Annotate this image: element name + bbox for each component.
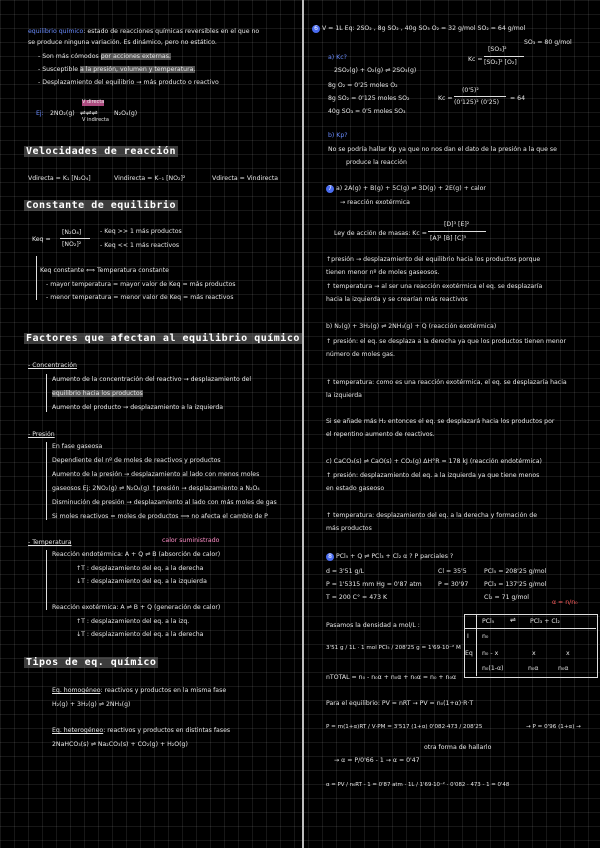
problem-6-header bbox=[312, 25, 525, 33]
p8-ntotal: nTOTAL = n₀ - n₀α + n₀α + n₀α = n₀ + n₀α bbox=[326, 674, 457, 681]
ice-row-alpha-a: n₀(1-α) bbox=[482, 665, 504, 672]
keq-case-1: - Keq >> 1 más productos bbox=[100, 228, 182, 235]
p8-pcl5-mass: PCl₅ = 208'25 g/mol bbox=[484, 568, 547, 575]
velocity-direct: Vdirecta = K₁ [N₂O₄] bbox=[28, 175, 91, 182]
p8-pressure: P = 1'5315 mm Hg = 0'87 atm bbox=[326, 581, 422, 588]
ice-row-alpha-c: n₀α bbox=[558, 665, 569, 672]
p6-kc2-num: (0'5)² bbox=[462, 87, 479, 94]
section-title-velocidades: Velocidades de reacción bbox=[26, 146, 176, 157]
ice-header-reactant: PCl₅ bbox=[482, 618, 495, 625]
intro-bullet-2 bbox=[38, 66, 195, 73]
ice-header-arrow: ⇌ bbox=[510, 616, 516, 624]
p8-alpha-result-1: → α = P/0'66 - 1 → α = 0'47 bbox=[334, 757, 420, 764]
section-title-factores: Factores que afectan al equilibrio químico bbox=[26, 333, 300, 344]
conc-line-3: Aumento del producto → desplazamiento a la izquierda bbox=[52, 404, 224, 411]
p7-a-line-4: hacia la izquierda y se crearían más reactivos bbox=[326, 296, 468, 303]
problem-6-given-2: SO₃ = 80 g/mol bbox=[524, 39, 572, 46]
p6-kc2-bar bbox=[454, 96, 506, 97]
velocity-indirect: Vindirecta = K₋₁ [NO₂]² bbox=[114, 175, 186, 182]
factor-presion: - Presión bbox=[28, 431, 55, 438]
conc-bracket bbox=[46, 374, 47, 412]
pres-line-5: Disminución de presión → desplazamiento al lado con más moles de gas bbox=[52, 499, 277, 506]
pres-line-4: gaseosos Ej: 2NO₂(g) ⇌ N₂O₄(g) ↑presión → desplazamiento a N₂O₄ bbox=[52, 485, 260, 492]
p7-a-reaction: a) 2A(g) + B(g) + 5C(g) ⇌ 3D(g) + 2E(g) + calor bbox=[335, 185, 486, 192]
keq-temperature: Keq constante ⟺ Temperatura constante bbox=[40, 267, 169, 274]
p8-p-mass: P = 30'97 bbox=[438, 581, 469, 588]
p7-b-line-4: la izquierda bbox=[326, 392, 362, 399]
p6-kc-num: [SO₃]² bbox=[488, 46, 507, 53]
intro-bullet-1 bbox=[38, 53, 171, 60]
p8-pressure-result: → P = 0'96 (1+α) → bbox=[526, 724, 581, 730]
p6-kc-label: Kc = bbox=[468, 56, 483, 63]
velocity-equal: Vdirecta = Vindirecta bbox=[212, 175, 279, 182]
keq-numerator: [N₂O₄] bbox=[62, 229, 82, 236]
p8-equilibrium-equation: Para el equilibrio: PV = nRT → PV = n₀(1+α)·R·T bbox=[326, 700, 474, 707]
heterogeneo-desc: : reactivos y productos en distintas fases bbox=[103, 727, 231, 734]
temp-bracket bbox=[46, 550, 47, 610]
ice-row-eq-a: n₀ - x bbox=[482, 650, 499, 657]
p8-density: d = 3'51 g/L bbox=[326, 568, 364, 575]
p6-kc2-denominator: (0'125)² (0'25) bbox=[454, 99, 500, 106]
endothermic-2: ↓T : desplazamiento del eq. a la izquierda bbox=[76, 578, 207, 585]
p7-lma-label: Ley de acción de masas: Kc = bbox=[334, 230, 427, 237]
p6-b-line-2: produce la reacción bbox=[346, 159, 407, 166]
p7-lma-den: [A]² [B] [C]⁵ bbox=[430, 235, 467, 242]
heterogeneo-example: 2NaHCO₃(s) ⇌ Na₂CO₃(s) + CO₂(g) + H₂O(g) bbox=[52, 741, 188, 748]
calor-label: calor suministrado bbox=[162, 537, 220, 544]
ice-row-initial-value: n₀ bbox=[482, 633, 489, 640]
p7-c-line-2: en estado gaseoso bbox=[326, 485, 385, 492]
p8-pressure-equation: P = m(1+α)RT / V·PM = 3'517 (1+α) 0'082·473 / 208'25 bbox=[326, 724, 483, 730]
ice-row-eq-c: x bbox=[566, 650, 570, 657]
example-arrow-bottom: V indirecta bbox=[82, 117, 109, 123]
pres-line-3: Aumento de la presión → desplazamiento al lado con menos moles bbox=[52, 471, 260, 478]
ice-row-initial-label: I bbox=[467, 633, 469, 640]
exothermic-1: ↑T : desplazamiento del eq. a la izq. bbox=[76, 618, 190, 625]
problem-8-number: 8 bbox=[326, 553, 334, 561]
ice-header-products: PCl₃ + Cl₂ bbox=[530, 618, 560, 625]
p8-density-conversion-label: Pasamos la densidad a mol/L : bbox=[326, 622, 420, 629]
pres-line-1: En fase gaseosa bbox=[52, 443, 103, 450]
p8-alternative-note: otra forma de hallarlo bbox=[424, 744, 492, 751]
p7-c-reaction: c) CaCO₃(s) ⇌ CaO(s) + CO₂(g) ΔH°R = 178 kJ (reacción endotérmica) bbox=[326, 458, 542, 465]
p7-a-line-1: ↑presión → desplazamiento del equilibrio hacia los productos porque bbox=[326, 256, 541, 263]
p7-a-line-3: ↑ temperatura → al ser una reacción exotérmica el eq. se desplazaría bbox=[326, 283, 543, 290]
exothermic: Reacción exotérmica: A ⇌ B + Q (generación de calor) bbox=[52, 604, 221, 611]
p8-pcl3-mass: PCl₃ = 137'25 g/mol bbox=[484, 581, 547, 588]
keq-label: Keq = bbox=[32, 236, 51, 243]
pres-line-6: Si moles reactivos = moles de productos ⟹ no afecta el cambio de P bbox=[52, 513, 268, 520]
intro-bullet-1-hl: por acciones externas. bbox=[100, 53, 171, 60]
homogeneo-example: H₂(g) + 3H₂(g) ⇌ 2NH₃(g) bbox=[52, 701, 131, 708]
p7-b-line-5: Si se añade más H₂ entonces el eq. se desplazará hacia los productos por bbox=[326, 418, 555, 425]
p6-b-line-1: No se podría hallar Kp ya que no nos dan el dato de la presión a la que se bbox=[328, 146, 557, 153]
endothermic-1: ↑T : desplazamiento del eq. a la derecha bbox=[76, 565, 204, 572]
p8-temperature: T = 200 C° = 473 K bbox=[326, 594, 388, 601]
p6-a-label: a) Kc? bbox=[328, 54, 347, 61]
exothermic-2: ↓T : desplazamiento del eq. a la derecha bbox=[76, 631, 204, 638]
ice-row-alpha-b: n₀α bbox=[528, 665, 539, 672]
p6-kc2-result: = 64 bbox=[510, 95, 526, 102]
p7-b-reaction: b) N₂(g) + 3H₂(g) ⇌ 2NH₃(g) + Q (reacción exotérmica) bbox=[326, 323, 497, 330]
ice-row-eq-b: x bbox=[532, 650, 536, 657]
intro-bullet-3: - Desplazamiento del equilibrio → más producto o reactivo bbox=[38, 79, 219, 86]
p6-kc-den: [SO₂]² [O₂] bbox=[484, 59, 517, 66]
p6-b-label: b) Kp? bbox=[328, 132, 348, 139]
p7-c-line-1: ↑ presión: desplazamiento del eq. a la izquierda ya que tiene menos bbox=[326, 472, 540, 479]
problem-7-number: 7 bbox=[326, 185, 334, 193]
homogeneo-label: Eq. homogéneo bbox=[52, 687, 101, 694]
endothermic: Reacción endotérmica: A + Q ⇌ B (absorción de calor) bbox=[52, 551, 221, 558]
example-left: 2NO₂(g) bbox=[50, 110, 75, 117]
homogeneo-desc: : reactivos y productos en la misma fase bbox=[100, 687, 227, 694]
tipo-homogeneo bbox=[52, 687, 226, 694]
problem-8-header bbox=[326, 553, 453, 561]
right-column bbox=[304, 0, 600, 848]
p6-kc-bar bbox=[484, 56, 524, 57]
p7-b-line-2: número de moles gas. bbox=[326, 351, 395, 358]
p7-lma-num: [D]³ [E]² bbox=[444, 221, 470, 228]
pres-bracket bbox=[46, 442, 47, 520]
p7-b-line-3: ↑ temperatura: como es una reacción exotérmica, el eq. se desplazaría hacia bbox=[326, 379, 567, 386]
equilibrium-arrow: ⇌⇌⇌ bbox=[80, 109, 98, 117]
keq-bracket bbox=[36, 256, 37, 300]
problem-6-number: 6 bbox=[312, 25, 320, 33]
intro-term: equilibrio químico bbox=[28, 28, 84, 35]
p8-alpha-def: α = n/n₀ bbox=[552, 599, 578, 606]
factor-concentracion: - Concentración bbox=[28, 362, 77, 369]
keq-denominator: [NO₂]² bbox=[62, 241, 82, 248]
factor-temperatura: - Temperatura bbox=[28, 539, 72, 546]
section-title-tipos: Tipos de eq. químico bbox=[26, 657, 157, 668]
conc-line-1: Aumento de la concentración del reactivo → desplazamiento del bbox=[52, 376, 252, 383]
p6-moles-o2: 8g O₂ = 0'25 moles O₂ bbox=[328, 82, 398, 89]
intro-bullet-2-hl: a la presión, volumen y temperatura. bbox=[79, 66, 196, 73]
p7-c-line-4: más productos bbox=[326, 525, 372, 532]
p8-cl-mass: Cl = 35'5 bbox=[438, 568, 467, 575]
p7-b-line-1: ↑ presión: el eq. se desplaza a la derecha ya que los productos tienen menor bbox=[326, 338, 566, 345]
intro-bullet-2-pre: - Susceptible bbox=[38, 66, 80, 73]
intro-def1: : estado de reacciones químicas reversibles en el que no bbox=[83, 28, 260, 35]
section-title-constante: Constante de equilibrio bbox=[26, 200, 176, 211]
pres-line-2: Dependiente del nº de moles de reactivos y productos bbox=[52, 457, 221, 464]
conc-line-2: equilibrio hacia los productos bbox=[52, 390, 143, 397]
p6-reaction: 2SO₂(g) + O₂(g) ⇌ 2SO₃(g) bbox=[334, 67, 417, 74]
problem-6-given: V = 1L Eq: 2SO₂ , 8g SO₂ , 40g SO₃ O₂ = 32 g/mol SO₂ = 64 g/mol bbox=[321, 25, 526, 32]
heterogeneo-label: Eq. heterogéneo bbox=[52, 727, 104, 734]
ice-table-col-line bbox=[476, 614, 477, 676]
p7-a-line-2: tienen menor nº de moles gaseosos. bbox=[326, 269, 440, 276]
p6-moles-so3: 40g SO₃ = 0'5 moles SO₃ bbox=[328, 108, 406, 115]
p7-a-note: → reacción exotérmica bbox=[340, 199, 410, 206]
intro-def2: se produce ninguna variación. Es dinámico, pero no estático. bbox=[28, 39, 217, 46]
example-arrow-top: V directa bbox=[82, 99, 105, 105]
p8-cl2-mass: Cl₂ = 71 g/mol bbox=[484, 594, 530, 601]
keq-fraction-bar bbox=[60, 238, 90, 239]
example-label: Ej: bbox=[36, 110, 44, 117]
example-right: N₂O₄(g) bbox=[114, 110, 138, 117]
problem-7-header bbox=[326, 185, 486, 193]
p7-b-line-6: el repentino aumento de reactivos. bbox=[326, 431, 435, 438]
ice-row-eq-label: Eq bbox=[465, 650, 473, 657]
keq-temp-low: - menor temperatura = menor valor de Keq = más reactivos bbox=[46, 294, 234, 301]
ice-table-header-line bbox=[464, 628, 596, 629]
intro-bullet-1-pre: - Son más cómodos bbox=[38, 53, 101, 60]
p8-reaction: PCl₅ + Q ⇌ PCl₃ + Cl₂ α ? P parciales ? bbox=[335, 553, 454, 560]
keq-case-2: - Keq << 1 más reactivos bbox=[100, 242, 180, 249]
p6-kc2-label: Kc = bbox=[438, 95, 453, 102]
p7-c-line-3: ↑ temperatura: desplazamiento del eq. a la derecha y formación de bbox=[326, 512, 538, 519]
p6-moles-so2: 8g SO₂ = 0'125 moles SO₂ bbox=[328, 95, 410, 102]
p7-lma-bar bbox=[428, 231, 486, 232]
p8-density-conversion: 3'51 g / 1L · 1 mol PCl₅ / 208'25 g = 1'69·10⁻² M bbox=[326, 645, 461, 651]
keq-temp-high: - mayor temperatura = mayor valor de Keq = más productos bbox=[46, 281, 236, 288]
tipo-heterogeneo bbox=[52, 727, 230, 734]
intro-definition bbox=[28, 28, 259, 35]
p8-alpha-result-2: α = PV / n₀RT - 1 = 0'87 atm · 1L / 1'69·10⁻² · 0'082 · 473 - 1 = 0'48 bbox=[326, 782, 510, 788]
